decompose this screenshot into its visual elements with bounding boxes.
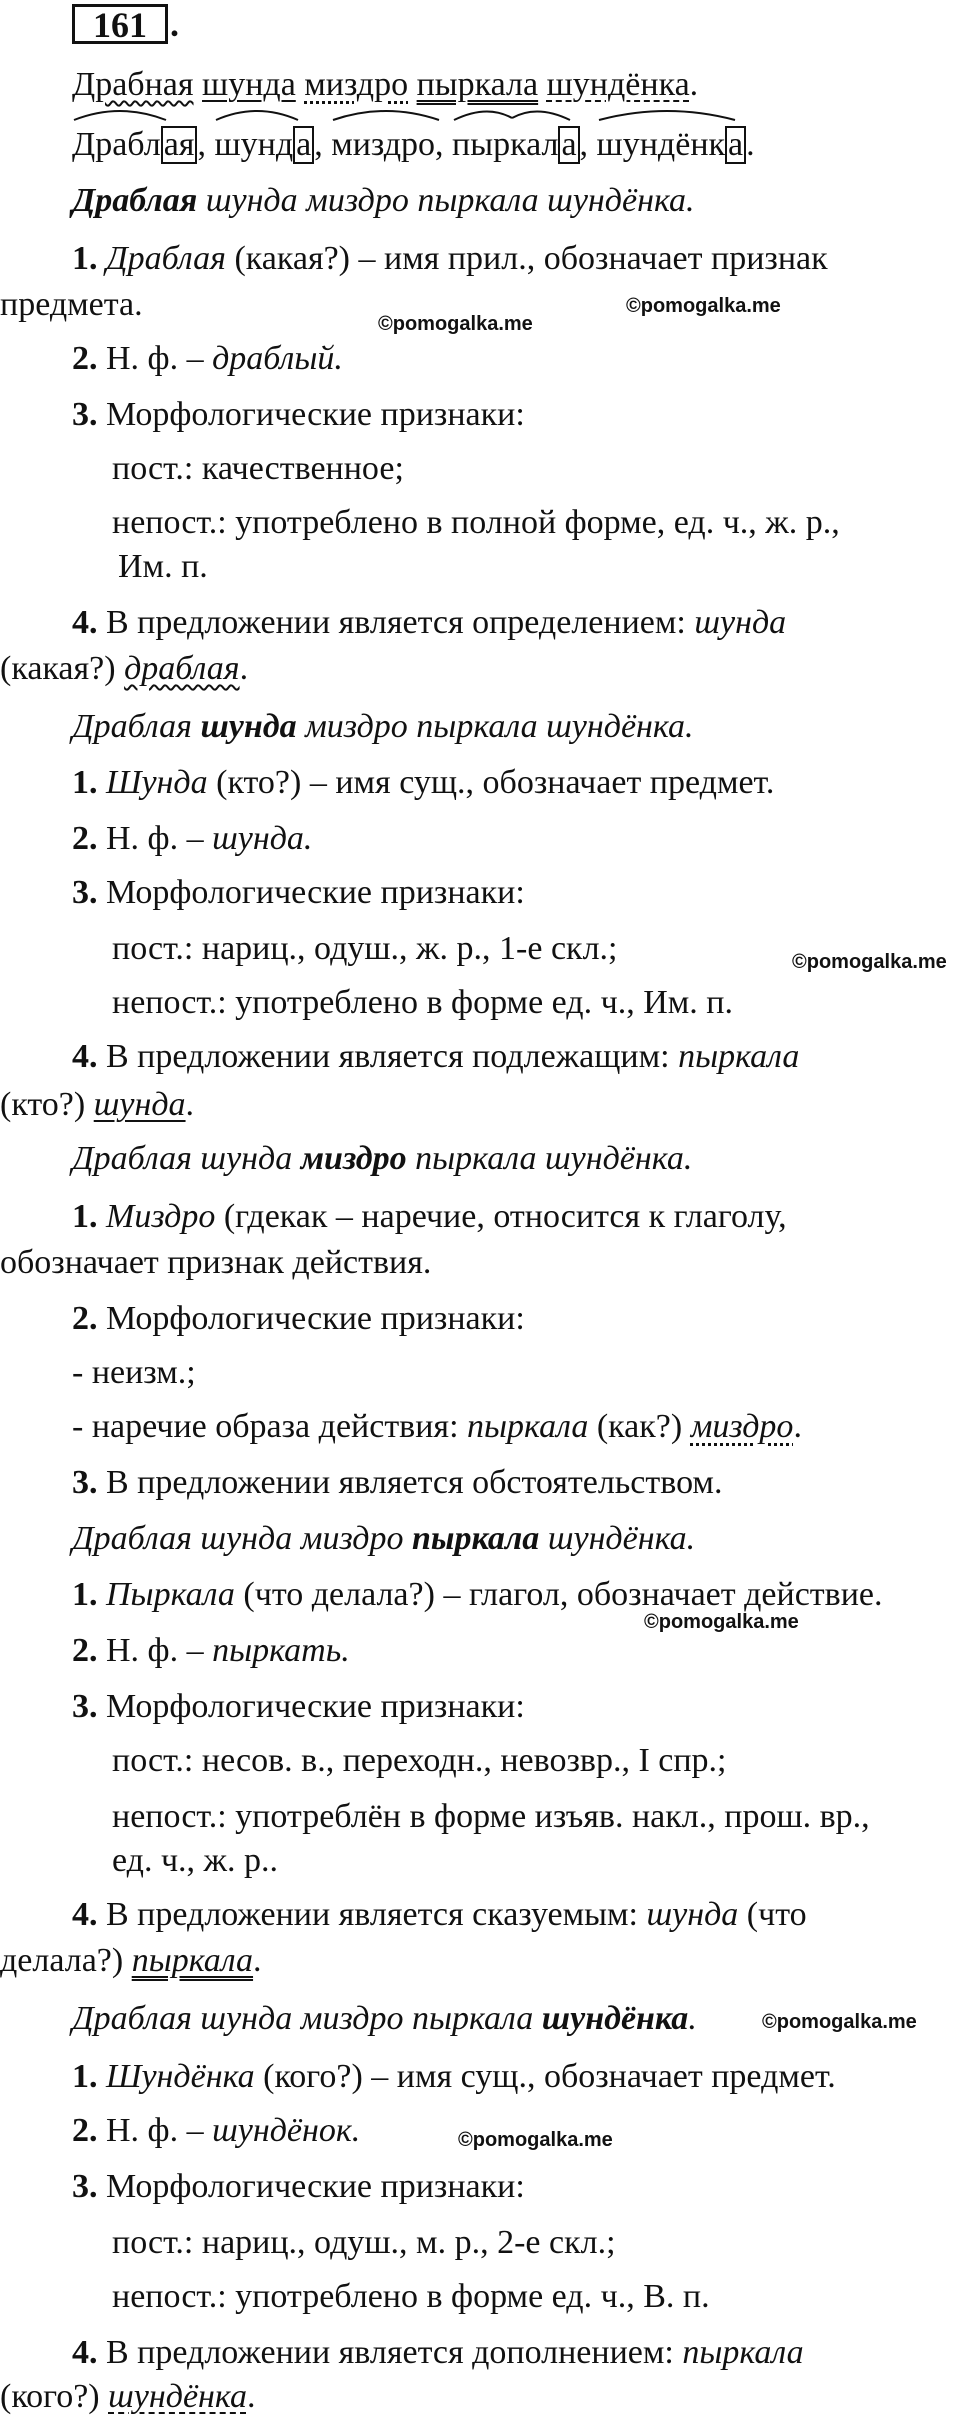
block-2-line-1: 1. Шунда (кто?) – имя сущ., обозначает предмет. bbox=[72, 764, 775, 801]
ending-box: а bbox=[558, 126, 579, 164]
block-4-line-4: 4. В предложении является сказуемым: шунда (что bbox=[72, 1896, 807, 1933]
block-5-line-4: 4. В предложении является дополнением: пыркала bbox=[72, 2334, 804, 2371]
block-5-nepost: непост.: употреблено в форме ед. ч., В. п. bbox=[112, 2278, 710, 2315]
block-2-line-3: 3. Морфологические признаки: bbox=[72, 874, 525, 911]
block-3-heading: Драблая шунда миздро пыркала шундёнка. bbox=[72, 1140, 693, 1177]
block-4-post: пост.: несов. в., переходн., невозвр., I спр.; bbox=[112, 1742, 727, 1779]
block-4-nepost-cont: ед. ч., ж. р.. bbox=[112, 1842, 279, 1879]
sentence-end: . bbox=[689, 66, 699, 103]
block-2-line-2: 2. Н. ф. – шунда. bbox=[72, 820, 313, 857]
block-3-line-2b: - наречие образа действия: пыркала (как?) миздро. bbox=[72, 1408, 802, 1445]
block-4-line-2: 2. Н. ф. – пыркать. bbox=[72, 1632, 350, 1669]
root-arc-icon bbox=[597, 106, 737, 122]
block-2-heading: Драблая шунда миздро пыркала шундёнка. bbox=[72, 708, 694, 745]
morpheme-line: Драблая, шунда, миздро, пыркала, шундёнка. bbox=[72, 118, 755, 172]
block-1-line-3: 3. Морфологические признаки: bbox=[72, 396, 525, 433]
block-2-line-4-cont: (кто?) шунда. bbox=[0, 1086, 195, 1123]
root-arc-icon bbox=[214, 106, 300, 122]
block-4-line-4-cont: делала?) пыркала. bbox=[0, 1942, 262, 1979]
block-4-line-1: 1. Пыркала (что делала?) – глагол, обозначает действие. bbox=[72, 1576, 883, 1613]
block-4-nepost: непост.: употреблён в форме изъяв. накл., прош. вр., bbox=[112, 1798, 870, 1835]
morph-word-2: шунда bbox=[214, 118, 314, 172]
block-1-line-1: 1. Драблая (какая?) – имя прил., обозначает признак bbox=[72, 240, 828, 277]
watermark: ©pomogalka.me bbox=[378, 313, 533, 335]
block-2-nepost: непост.: употреблено в форме ед. ч., Им. п. bbox=[112, 984, 733, 1021]
morph-word-5: шундёнка bbox=[597, 118, 747, 172]
ending-box: ая bbox=[161, 126, 198, 164]
word-3: миздро bbox=[304, 66, 409, 103]
morph-word-3: миздро bbox=[331, 118, 435, 172]
watermark: ©pomogalka.me bbox=[458, 2129, 613, 2151]
block-2-post: пост.: нариц., одуш., ж. р., 1-е скл.; bbox=[112, 930, 618, 967]
sentence-parsed bbox=[72, 58, 698, 112]
block-4-heading: Драблая шунда миздро пыркала шундёнка. bbox=[72, 1520, 696, 1557]
block-1-heading: Драблая шунда миздро пыркала шундёнка. bbox=[72, 182, 695, 219]
word-4: пыркала bbox=[416, 66, 539, 103]
ending-box: а bbox=[725, 126, 746, 164]
block-1-nepost-cont: Им. п. bbox=[118, 548, 208, 585]
block-5-line-4-cont: (кого?) шундёнка. bbox=[0, 2378, 256, 2415]
watermark: ©pomogalka.me bbox=[626, 295, 781, 317]
block-5-post: пост.: нариц., одуш., м. р., 2-е скл.; bbox=[112, 2224, 616, 2261]
word-1: Драбная bbox=[72, 66, 194, 103]
watermark: ©pomogalka.me bbox=[762, 2011, 917, 2033]
block-1-nepost: непост.: употреблено в полной форме, ед. ч., ж. р., bbox=[112, 504, 840, 541]
root-arc-icon bbox=[452, 106, 572, 122]
block-1-line-4: 4. В предложении является определением: шунда bbox=[72, 604, 787, 641]
root-arc-icon bbox=[331, 106, 441, 122]
block-3-line-3: 3. В предложении является обстоятельством. bbox=[72, 1464, 723, 1501]
exercise-number: 161 bbox=[72, 4, 168, 44]
block-3-line-1: 1. Миздро (гдекак – наречие, относится к глаголу, bbox=[72, 1198, 787, 1235]
block-3-line-2a: - неизм.; bbox=[72, 1354, 196, 1391]
ending-box: а bbox=[293, 126, 314, 164]
word-5: шундёнка bbox=[546, 66, 690, 103]
block-3-line-1-cont: обозначает признак действия. bbox=[0, 1244, 432, 1281]
watermark: ©pomogalka.me bbox=[792, 951, 947, 973]
morph-word-4: пыркала bbox=[452, 118, 580, 172]
block-5-line-2: 2. Н. ф. – шундёнок. bbox=[72, 2112, 361, 2149]
watermark: ©pomogalka.me bbox=[644, 1611, 799, 1633]
block-5-heading: Драблая шунда миздро пыркала шундёнка. bbox=[72, 2000, 697, 2037]
block-2-line-4: 4. В предложении является подлежащим: пыркала bbox=[72, 1038, 800, 1075]
exercise-number-dot: . bbox=[170, 4, 179, 44]
word-2: шунда bbox=[202, 66, 296, 103]
block-1-line-1-cont: предмета. bbox=[0, 286, 143, 323]
block-4-line-3: 3. Морфологические признаки: bbox=[72, 1688, 525, 1725]
block-3-line-2: 2. Морфологические признаки: bbox=[72, 1300, 525, 1337]
block-5-line-1: 1. Шундёнка (кого?) – имя сущ., обозначает предмет. bbox=[72, 2058, 836, 2095]
block-1-line-4-cont: (какая?) драблая. bbox=[0, 650, 249, 687]
morph-word-1: Драблая bbox=[72, 118, 197, 172]
root-arc-icon bbox=[72, 106, 168, 122]
block-1-line-2: 2. Н. ф. – драблый. bbox=[72, 340, 343, 377]
block-5-line-3: 3. Морфологические признаки: bbox=[72, 2168, 525, 2205]
block-1-post: пост.: качественное; bbox=[112, 450, 404, 487]
